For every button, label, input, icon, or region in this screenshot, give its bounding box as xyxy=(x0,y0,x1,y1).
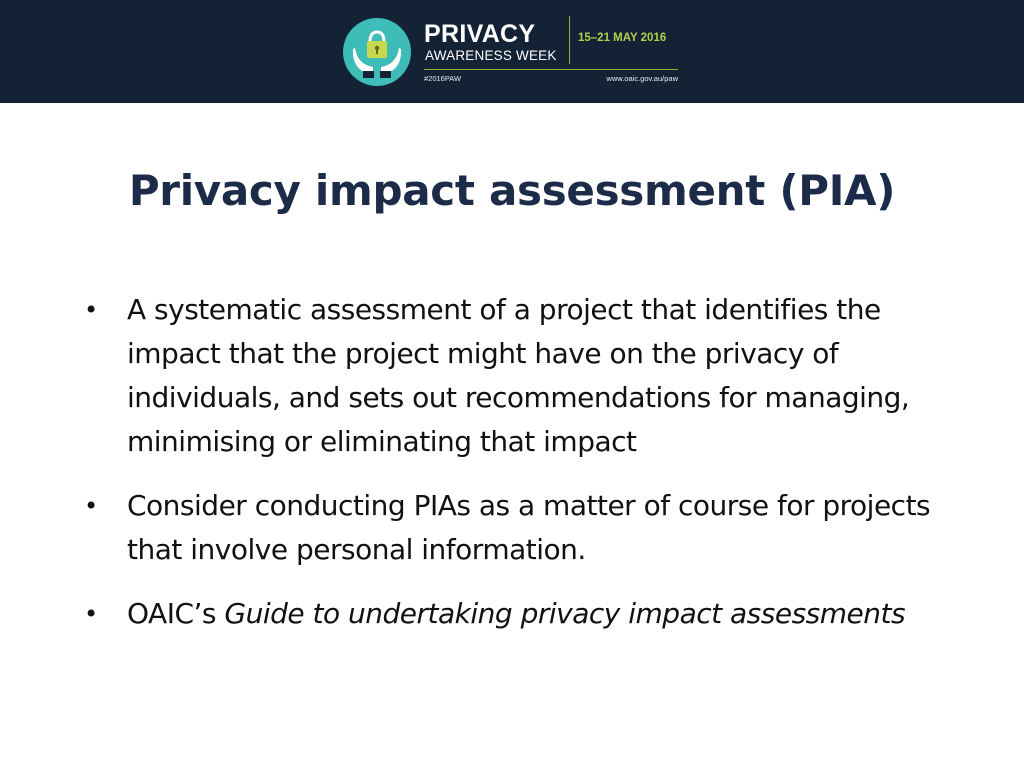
bullet-item xyxy=(84,288,954,464)
brand-subtitle: AWARENESS WEEK xyxy=(425,48,557,63)
bullet-marker: • xyxy=(84,296,98,324)
bullet-item xyxy=(84,592,954,636)
slide-title: Privacy impact assessment (PIA) xyxy=(128,166,896,215)
bullet-marker: • xyxy=(84,600,98,628)
event-date: 15–21 MAY 2016 xyxy=(578,32,667,44)
bullet-text: A systematic assessment of a project that identifies the impact that the project might have on the privacy of individuals, and sets out recommendations for managing, minimising or eliminating that impact xyxy=(127,293,910,458)
event-url: www.oaic.gov.au/paw xyxy=(606,74,678,83)
event-hashtag: #2016PAW xyxy=(424,74,462,83)
header-rule xyxy=(424,69,678,70)
guide-title: Guide to undertaking privacy impact assessments xyxy=(224,597,906,630)
bullet-marker: • xyxy=(84,492,98,520)
bullet-text: Consider conducting PIAs as a matter of course for projects that involve personal information. xyxy=(127,489,931,566)
brand-wordmark: PRIVACY xyxy=(424,20,536,48)
bullet-list xyxy=(84,288,954,656)
header-divider xyxy=(569,16,570,64)
bullet-item xyxy=(84,484,954,572)
padlock-in-hands-icon xyxy=(343,18,411,86)
header-banner xyxy=(0,0,1024,103)
bullet-text-prefix: OAIC’s xyxy=(127,597,225,630)
